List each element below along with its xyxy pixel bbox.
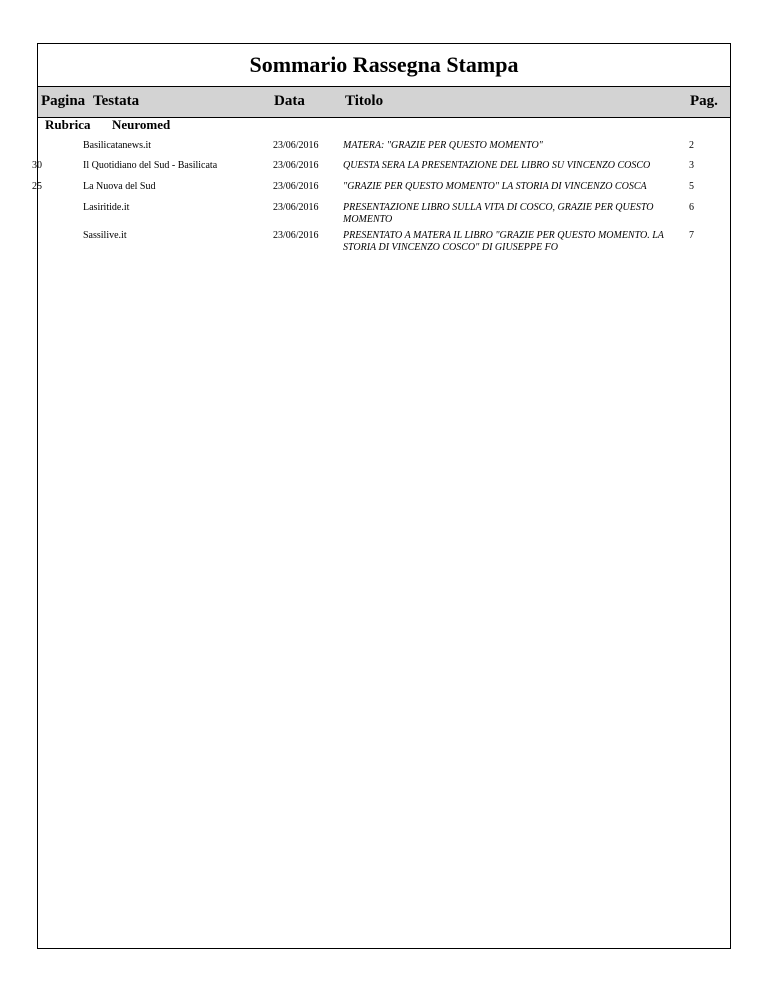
row-pag: 7: [689, 230, 694, 241]
row-data: 23/06/2016: [273, 202, 319, 213]
column-header-pagina: Pagina: [41, 93, 86, 109]
rubrica-value: Neuromed: [112, 117, 171, 132]
row-pag: 5: [689, 181, 694, 192]
rubrica-label: Rubrica: [45, 117, 91, 132]
row-pagina: 30: [32, 160, 42, 171]
row-pag: 3: [689, 160, 694, 171]
column-header-pag: Pag.: [690, 93, 718, 109]
row-data: 23/06/2016: [273, 181, 319, 192]
row-pag: 2: [689, 140, 694, 151]
column-header-testata: Testata: [93, 93, 140, 109]
column-header-data: Data: [274, 93, 305, 109]
report-frame: [32, 43, 731, 949]
row-pag: 6: [689, 202, 694, 213]
row-testata: Il Quotidiano del Sud - Basilicata: [83, 160, 218, 171]
column-header-titolo: Titolo: [345, 93, 384, 109]
row-pagina: 25: [32, 181, 42, 192]
row-data: 23/06/2016: [273, 140, 319, 151]
report-title: Sommario Rassegna Stampa: [38, 44, 730, 87]
row-titolo: PRESENTAZIONE LIBRO SULLA VITA DI COSCO, GRAZIE PER QUESTO MOMENTO: [343, 202, 654, 225]
row-titolo: PRESENTATO A MATERA IL LIBRO "GRAZIE PER QUESTO MOMENTO. LA STORIA DI VINCENZO COSCO" DI GIUSEPPE FO: [343, 230, 664, 253]
row-data: 23/06/2016: [273, 160, 319, 171]
row-data: 23/06/2016: [273, 230, 319, 241]
row-testata: Sassilive.it: [83, 230, 127, 241]
row-titolo: "GRAZIE PER QUESTO MOMENTO" LA STORIA DI VINCENZO COSCA: [343, 181, 647, 192]
row-testata: Basilicatanews.it: [83, 140, 152, 151]
row-testata: La Nuova del Sud: [83, 181, 156, 192]
row-titolo: MATERA: "GRAZIE PER QUESTO MOMENTO": [343, 140, 543, 151]
column-header-row: [38, 87, 730, 118]
rubrica-row: [38, 117, 730, 137]
row-titolo: QUESTA SERA LA PRESENTAZIONE DEL LIBRO SU VINCENZO COSCO: [343, 160, 651, 171]
row-testata: Lasiritide.it: [83, 202, 130, 213]
